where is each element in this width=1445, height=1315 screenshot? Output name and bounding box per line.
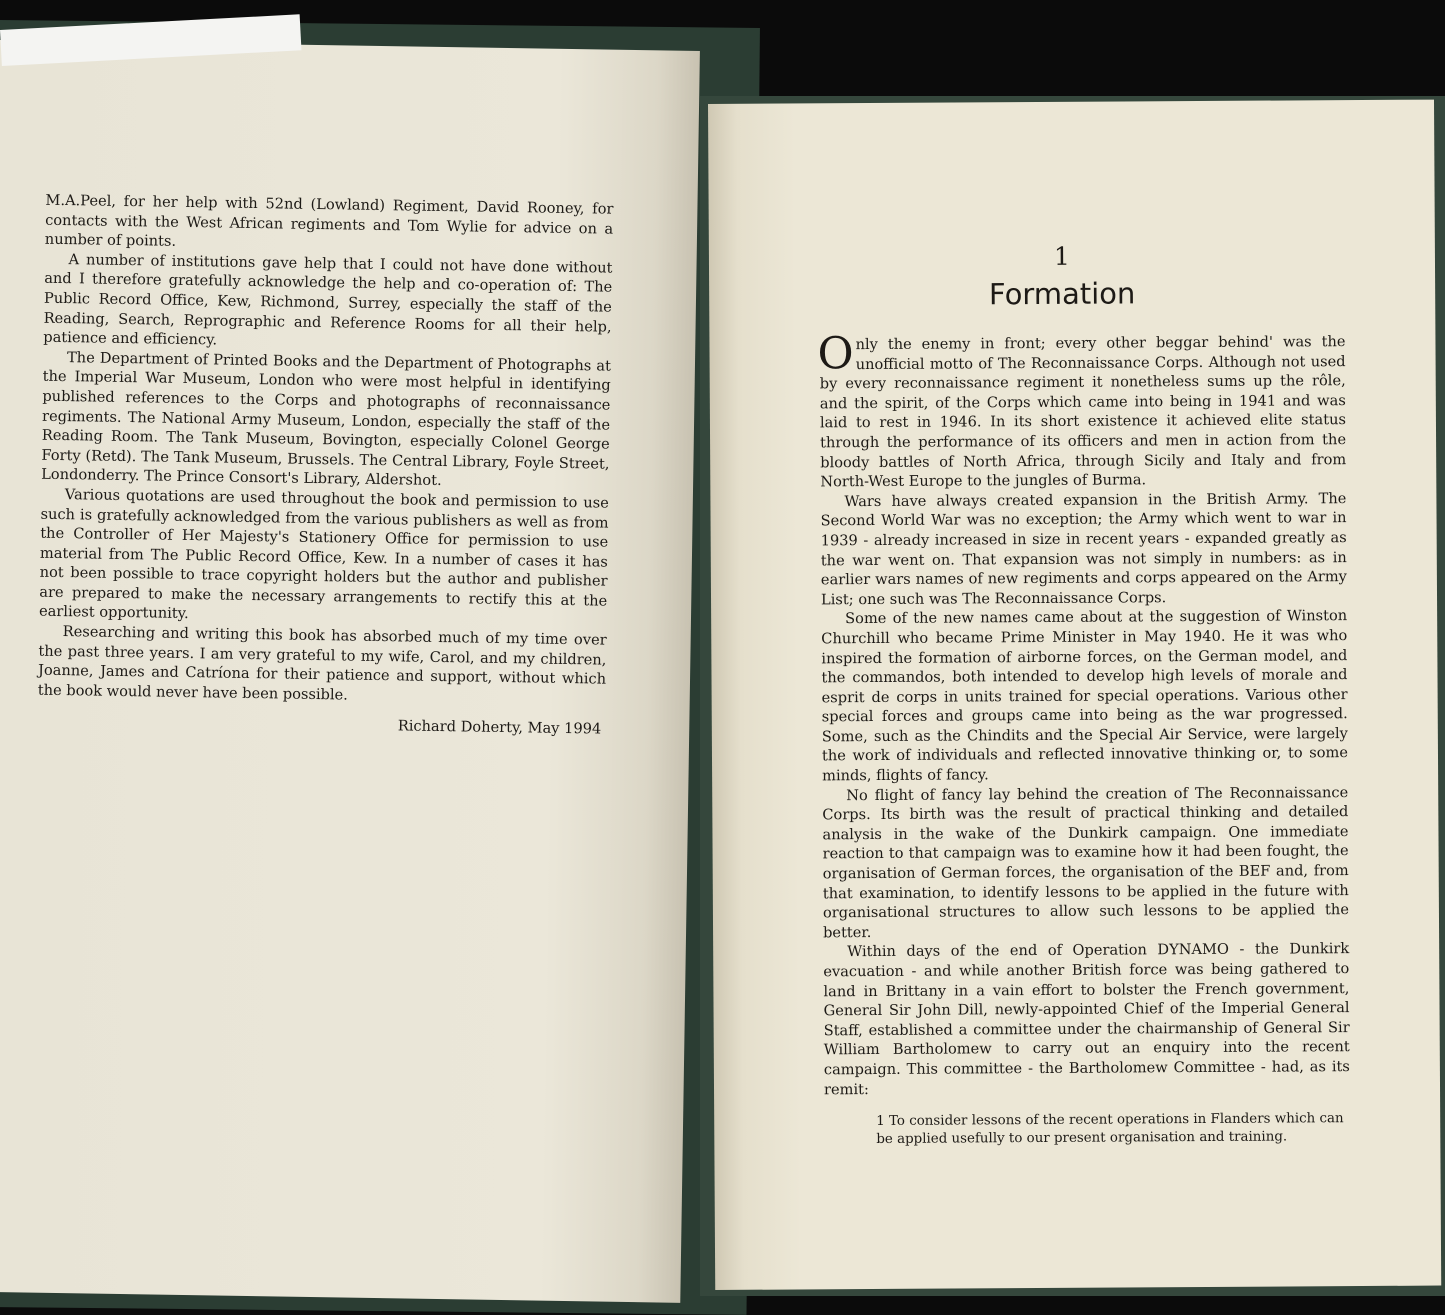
right-page-text — [817, 328, 1350, 1099]
right-paragraph-2: Wars have always created expansion in the British Army. The Second World War was no exception; the Army which went to war in 1939 - already increased in size in recent years - expanded greatly as the war went on. That expansion was not simply in numbers: as in earlier wars names of new regiments and corps appeared on the Army List; one such was The Reconnaissance Corps. — [820, 489, 1347, 609]
left-paragraph-3: The Department of Printed Books and the Department of Photographs at the Imperial War Museum, London who were most helpful in identifying published references to the Corps and photographs of reconnaissance regiments. The National Army Museum, London, especially the staff of the Reading Room. The Tank Museum, Bovington, especially Colonel George Forty (Retd). The Tank Museum, Brussels. The Central Library, Foyle Street, Londonderry. The Prince Consort's Library, Aldershot. — [41, 348, 612, 490]
remit-list-item: 1 To consider lessons of the recent operations in Flanders which can be applied usefully to our present organisation and training. — [876, 1111, 1344, 1148]
left-page — [0, 40, 700, 1303]
left-paragraph-4: Various quotations are used throughout the book and permission to use such is gratefully acknowledged from the various publishers as well as from the Controller of Her Majesty's Stationery Office for permission to use material from The Public Record Office, Kew. In a number of cases it has not been possible to trace copyright holders but the author and publisher are prepared to make the necessary arrangements to rectify this at the earliest opportunity. — [38, 485, 609, 623]
right-paragraph-3: Some of the new names came about at the suggestion of Winston Churchill who became Prime Minister in May 1940. He it was who inspired the formation of airborne forces, on the German model, and the commandos, both intended to develop high levels of morale and esprit de corps in units trained for special operations. Various other special forces and groups came into being as the war progressed. Some, such as the Chindits and the Special Air Service, were largely the work of individuals and reflected innovative thinking or, to some minds, flights of fancy. — [821, 607, 1349, 785]
drop-cap: O — [817, 328, 854, 380]
left-page-text — [38, 191, 614, 709]
right-page — [708, 100, 1441, 1290]
author-signature: Richard Doherty, May 1994 — [397, 717, 602, 738]
chapter-title: Formation — [988, 276, 1136, 312]
left-paragraph-2: A number of institutions gave help that I could not have done without and I therefore gratefully acknowledge the help and co-operation of: The Public Record Office, Kew, Richmond, Surrey, especially the staff of the Reading, Search, Reprographic and Reference Rooms for all their help, patience and efficiency. — [43, 250, 613, 349]
chapter-number: 1 — [1053, 241, 1070, 271]
left-paragraph-1: M.A.Peel, for her help with 52nd (Lowland) Regiment, David Rooney, for contacts with the West African regiments and Tom Wylie for advice on a number of points. — [44, 191, 614, 250]
right-paragraph-4: No flight of fancy lay behind the creation of The Reconnaissance Corps. Its birth was the result of practical thinking and detailed analysis in the wake of the Dunkirk campaign. One immediate reaction to that campaign was to examine how it had been fought, the organisation of German forces, the organisation of the BEF and, from that examination, to identify lessons to be applied in the future with organisational structures to allow such lessons to be applied the better. — [822, 783, 1349, 942]
right-paragraph-5: Within days of the end of Operation DYNAMO - the Dunkirk evacuation - and while another British force was being gathered to land in Brittany in a vain effort to bolster the French government, General Sir John Dill, newly-appointed Chief of the Imperial General Staff, established a committee under the chairmanship of General Sir William Bartholomew to carry out an enquiry into the recent campaign. This committee - the Bartholomew Committee - had, as its remit: — [823, 940, 1350, 1098]
left-paragraph-5: Researching and writing this book has absorbed much of my time over the past three years. I am very grateful to my wife, Carol, and my children, Joanne, James and Catríona for their patience and support, without which the book would never have been possible. — [37, 623, 607, 704]
right-paragraph-1-text: nly the enemy in front; every other beggar behind' was the unofficial motto of The Reconnaissance Corps. Although not used by every reconnaissance regiment it nonetheless sums up the rôle, and the spirit, of the Corps which came into being in 1941 and was laid to rest in 1946. In its short existence it achieved elite status through the performance of its officers and men in action from the bloody battles of North Africa, through Sicily and Italy and from North-West Europe to the jungles of Burma. — [819, 333, 1347, 491]
right-paragraph-1 — [817, 328, 1347, 492]
